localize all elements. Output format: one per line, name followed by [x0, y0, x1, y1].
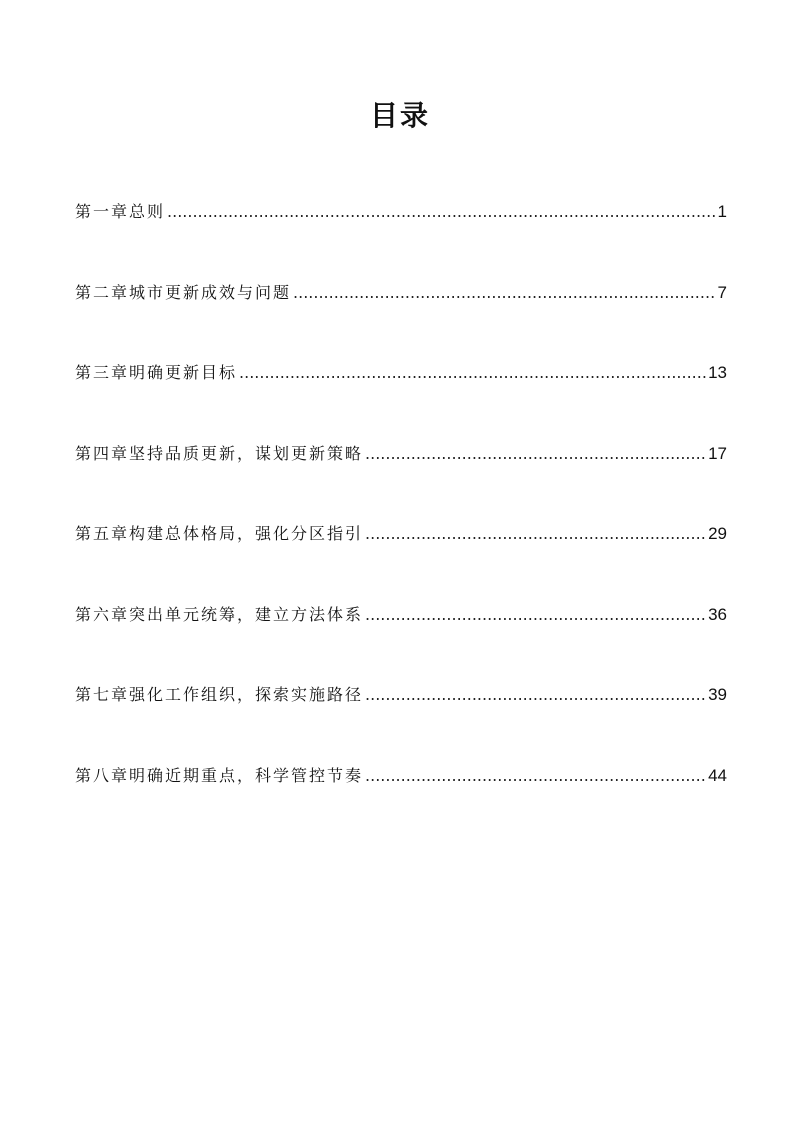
toc-entry-page-number: 7 — [717, 282, 727, 302]
toc-leader-dots — [365, 601, 706, 629]
toc-entry-page-number: 29 — [708, 524, 727, 543]
toc-entry-label: 第二章城市更新成效与问题 — [75, 282, 292, 302]
toc-entry-label: 第一章总则 — [75, 202, 166, 221]
toc-leader-dots — [365, 762, 706, 790]
toc-entry-chapter-7[interactable] — [75, 681, 727, 762]
toc-entry-chapter-8[interactable] — [75, 762, 727, 843]
toc-entry-chapter-1[interactable] — [75, 198, 727, 279]
toc-entry-chapter-2[interactable] — [75, 279, 727, 360]
toc-leader-dots — [365, 520, 706, 548]
toc-entry-label: 第四章坚持品质更新，谋划更新策略 — [75, 443, 364, 463]
toc-entry-label: 第八章明确近期重点，科学管控节奏 — [75, 765, 364, 785]
toc-leader-dots — [365, 440, 706, 468]
toc-entry-page-number: 39 — [708, 685, 727, 704]
toc-entry-page-number: 13 — [708, 363, 727, 382]
toc-leader-dots — [167, 198, 716, 226]
toc-entry-chapter-6[interactable] — [75, 601, 727, 682]
toc-entry-label: 第五章构建总体格局，强化分区指引 — [75, 524, 364, 543]
toc-list — [75, 198, 727, 842]
toc-leader-dots — [293, 279, 716, 307]
toc-entry-label: 第三章明确更新目标 — [75, 363, 238, 382]
toc-entry-page-number: 1 — [717, 202, 727, 221]
toc-entry-page-number: 17 — [708, 443, 727, 463]
toc-entry-page-number: 44 — [708, 765, 727, 785]
toc-entry-chapter-5[interactable] — [75, 520, 727, 601]
toc-entry-page-number: 36 — [708, 604, 727, 624]
toc-entry-chapter-3[interactable] — [75, 359, 727, 440]
toc-title: 目录 — [369, 99, 430, 132]
toc-leader-dots — [239, 359, 706, 387]
toc-entry-label: 第七章强化工作组织，探索实施路径 — [75, 685, 364, 704]
toc-entry-label: 第六章突出单元统筹，建立方法体系 — [75, 604, 364, 624]
toc-leader-dots — [365, 681, 706, 709]
toc-entry-chapter-4[interactable] — [75, 440, 727, 521]
